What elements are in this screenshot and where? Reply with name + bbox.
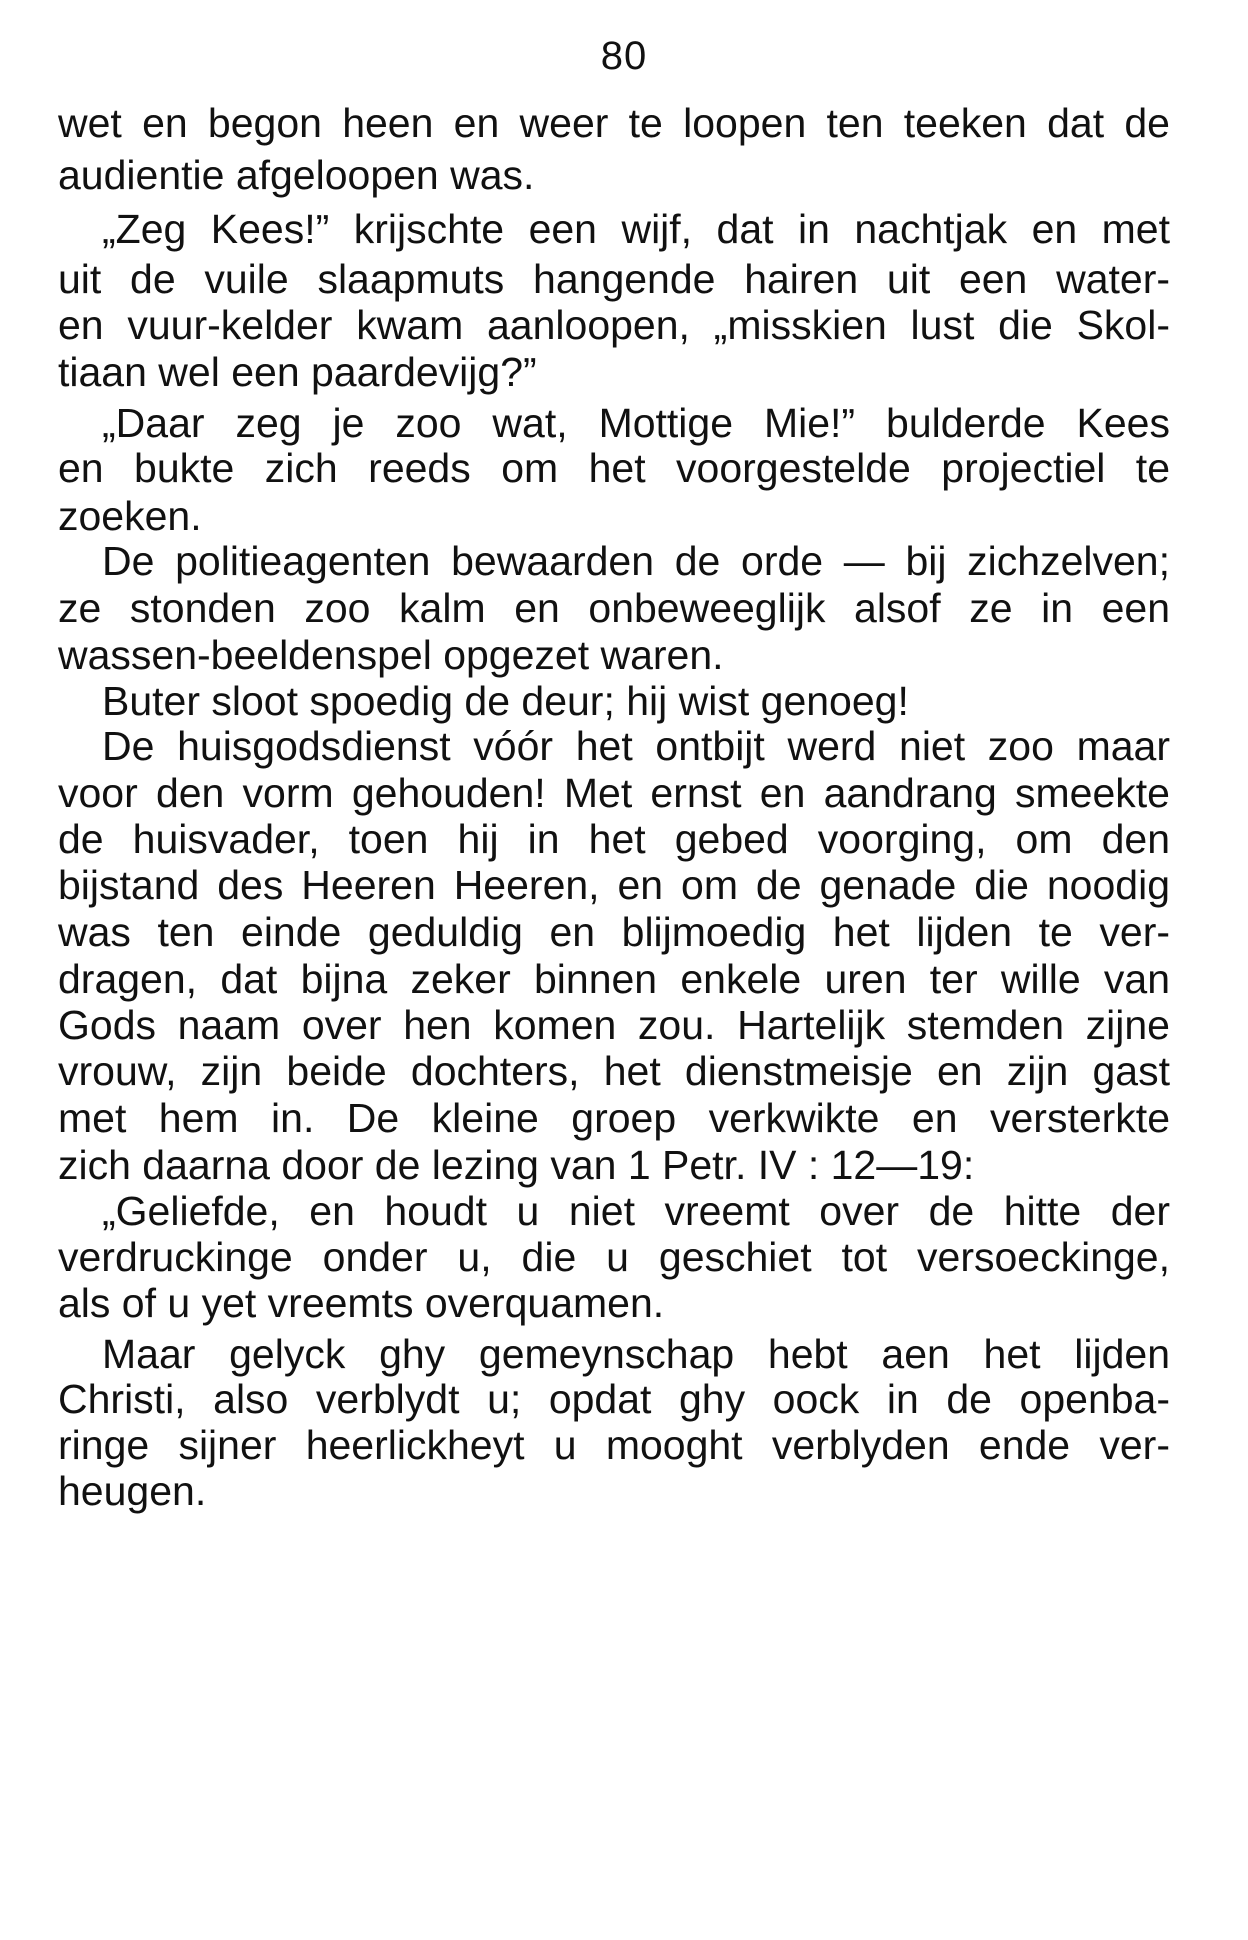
text-line: Buter sloot spoedig de deur; hij wist genoeg!: [102, 678, 909, 724]
text-line: audientie afgeloopen was.: [58, 152, 535, 198]
text-line: en bukte zich reeds om het voorgestelde projectiel te: [58, 445, 1170, 491]
text-line: bijstand des Heeren Heeren, en om de genade die noodig: [58, 862, 1170, 908]
text-line: zich daarna door de lezing van 1 Petr. IV : 12—19:: [58, 1142, 975, 1188]
text-line: uit de vuile slaapmuts hangende hairen uit een water-: [58, 256, 1170, 302]
text-line: „Zeg Kees!” krijschte een wijf, dat in nachtjak en met: [102, 206, 1170, 252]
text-line: met hem in. De kleine groep verkwikte en versterkte: [58, 1095, 1170, 1141]
text-line: heugen.: [58, 1468, 207, 1514]
text-line: vrouw, zijn beide dochters, het dienstmeisje en zijn gast: [58, 1048, 1170, 1094]
page-number: 80: [600, 34, 648, 78]
text-line: wassen-beeldenspel opgezet waren.: [58, 632, 724, 678]
text-line: en vuur-kelder kwam aanloopen, „misskien lust die Skol-: [58, 302, 1170, 348]
text-line: „Geliefde, en houdt u niet vreemt over de hitte der: [102, 1188, 1170, 1234]
text-line: De politieagenten bewaarden de orde — bij zichzelven;: [102, 538, 1170, 584]
text-line: De huisgodsdienst vóór het ontbijt werd niet zoo maar: [102, 723, 1170, 769]
text-line: zoeken.: [58, 493, 202, 539]
text-line: Gods naam over hen komen zou. Hartelijk stemden zijne: [58, 1002, 1170, 1048]
text-line: voor den vorm gehouden! Met ernst en aandrang smeekte: [58, 770, 1170, 816]
text-line: als of u yet vreemts overquamen.: [58, 1280, 665, 1326]
text-line: de huisvader, toen hij in het gebed voorging, om den: [58, 816, 1170, 862]
text-line: was ten einde geduldig en blijmoedig het lijden te ver-: [58, 909, 1170, 955]
text-line: Christi, also verblydt u; opdat ghy oock in de openba-: [58, 1376, 1170, 1422]
text-line: ringe sijner heerlickheyt u mooght verblyden ende ver-: [58, 1422, 1170, 1468]
text-line: wet en begon heen en weer te loopen ten teeken dat de: [58, 100, 1170, 146]
text-line: Maar gelyck ghy gemeynschap hebt aen het lijden: [102, 1331, 1170, 1377]
text-line: dragen, dat bijna zeker binnen enkele uren ter wille van: [58, 956, 1170, 1002]
text-line: verdruckinge onder u, die u geschiet tot versoeckinge,: [58, 1234, 1170, 1280]
text-line: tiaan wel een paardevijg?”: [58, 349, 537, 395]
text-line: ze stonden zoo kalm en onbeweeglijk alsof ze in een: [58, 585, 1170, 631]
text-line: „Daar zeg je zoo wat, Mottige Mie!” bulderde Kees: [102, 400, 1170, 446]
